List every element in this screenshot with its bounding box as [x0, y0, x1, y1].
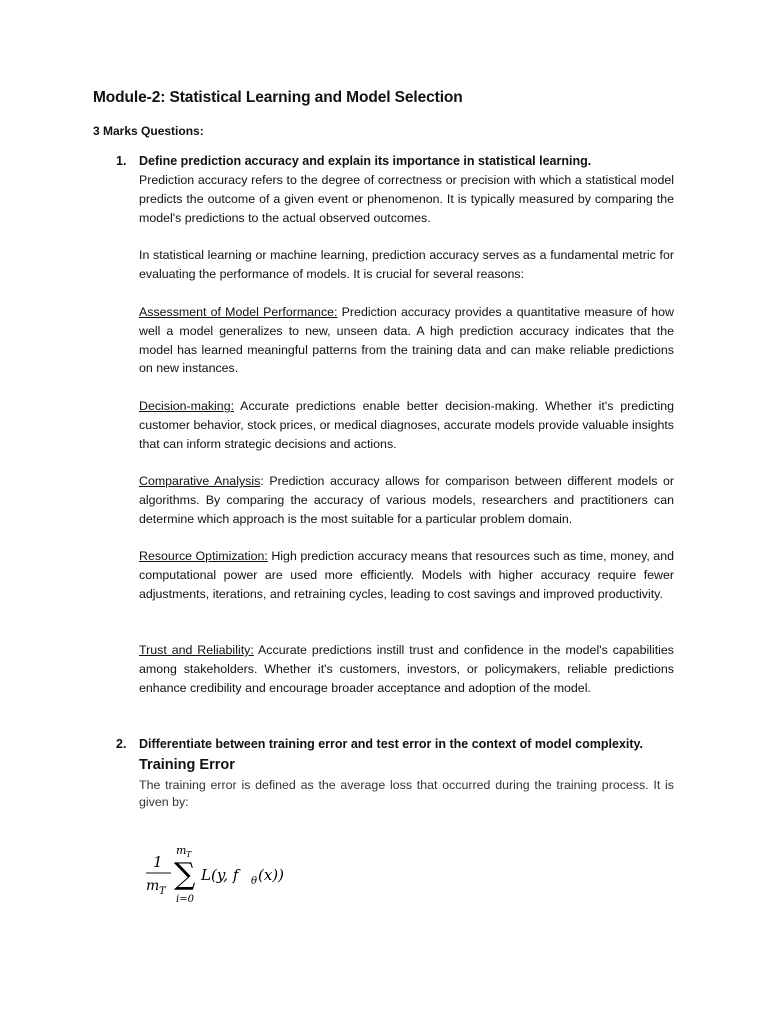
question-2-text: Differentiate between training error and test error in the context of model complexity.: [139, 737, 644, 751]
item-term: Trust and Reliability:: [139, 643, 254, 657]
question-1-number: 1.: [116, 154, 127, 168]
formula-body-end: (x)): [258, 866, 285, 884]
sum-upper-sub: T: [186, 850, 192, 859]
item-text: Prediction accuracy provides a quantitative measure of how well a model generalizes to new, unseen data. A high prediction accuracy indicates that the model has learned meaningful patterns from the training data and can make reliable predictions on new instances.: [139, 305, 674, 376]
question-2-number: 2.: [116, 737, 127, 751]
q1-item-assessment: [139, 303, 674, 378]
q1-item-resource-optimization: [139, 547, 674, 603]
formula-numerator: 1: [153, 853, 163, 871]
item-term: Comparative Analysis: [139, 474, 261, 488]
training-error-formula: [144, 840, 294, 910]
item-term: Assessment of Model Performance:: [139, 305, 338, 319]
sum-upper: m: [176, 844, 187, 857]
page-title: Module-2: Statistical Learning and Model Selection: [93, 89, 463, 106]
question-1-text: Define prediction accuracy and explain its importance in statistical learning.: [139, 154, 592, 168]
item-text: : Prediction accuracy allows for comparison between different models or algorithms. By comparing the accuracy of various models, researchers and practitioners can determine which approach is the most suitable for a particular problem domain.: [139, 474, 674, 526]
formula-body-sub: θ: [251, 876, 258, 887]
training-error-heading: Training Error: [139, 757, 235, 773]
section-subtitle: 3 Marks Questions:: [93, 124, 204, 138]
q1-item-decision-making: [139, 397, 674, 453]
item-text: Accurate predictions instill trust and confidence in the model's capabilities among stakeholders. Whether it's customers, investors, or policymakers, reliable predictions enhance credibility and encourage broader acceptance and adoption of the model.: [139, 643, 674, 695]
q1-item-trust-reliability: [139, 641, 674, 697]
item-text: High prediction accuracy means that resources such as time, money, and computational power are used more efficiently. Models with higher accuracy require fewer adjustments, iterations, and retraining cycles, leading to cost savings and improved productivity.: [139, 549, 674, 601]
item-term: Decision-making:: [139, 399, 235, 413]
q1-paragraph-2: In statistical learning or machine learning, prediction accuracy serves as a fundamental metric for evaluating the performance of models. It is crucial for several reasons:: [139, 248, 674, 281]
formula-denominator-sub: T: [159, 886, 166, 897]
item-term: Resource Optimization:: [139, 549, 268, 563]
item-text: Accurate predictions enable better decision-making. Whether it's predicting customer behavior, stock prices, or medical diagnoses, accurate models provide valuable insights that can inform strategic decisions and actions.: [139, 399, 674, 451]
q1-item-comparative-analysis: [139, 472, 674, 528]
formula-body: L(y, f: [201, 866, 239, 884]
formula-denominator: m: [146, 878, 160, 894]
training-error-description: The training error is defined as the average loss that occurred during the training process. It is given by:: [139, 778, 674, 809]
sum-symbol-icon: ∑: [174, 857, 196, 892]
sum-lower: i=0: [176, 894, 194, 905]
q1-paragraph-1: Prediction accuracy refers to the degree of correctness or precision with which a statistical model predicts the outcome of a given event or phenomenon. It is typically measured by comparing the model's predictions to the actual observed outcomes.: [139, 173, 674, 225]
